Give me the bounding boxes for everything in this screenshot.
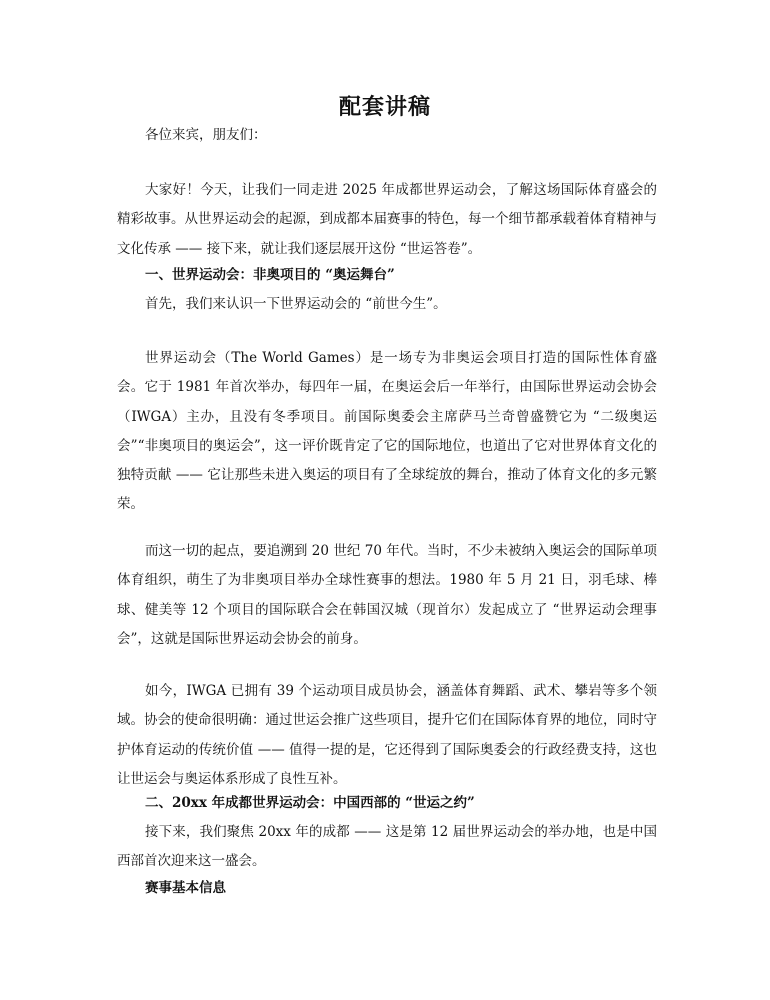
subheading-event-info: 赛事基本信息: [145, 880, 226, 896]
section1-paragraph-1: 世界运动会（The World Games）是一场专为非奥运会项目打造的国际性体育盛会。它于 1981 年首次举办，每四年一届，在奥运会后一年举行，由国际世界运动会协会（IWGA）主办，且没有冬季项目。前国际奥委会主席萨马兰奇曾盛赞它为 “二级奥运会”“非奥项目的奥运会”，这一评价既肯定了它的国际地位，也道出了它对世界体育文化的独特贡献 —— 它让那些未进入奥运的项目有了全球绽放的舞台，推动了体育文化的多元繁荣。: [117, 350, 657, 513]
section1-paragraph-3: 如今，IWGA 已拥有 39 个运动项目成员协会，涵盖体育舞蹈、武术、攀岩等多个领域。协会的使命很明确：通过世运会推广这些项目，提升它们在国际体育界的地位，同时守护体育运动的传统价值 —— 值得一提的是，它还得到了国际奥委会的行政经费支持，这也让世运会与奥运体系形成了良性互补。: [117, 683, 657, 787]
intro-paragraph: 大家好！今天，让我们一同走进 2025 年成都世界运动会，了解这场国际体育盛会的精彩故事。从世界运动会的起源，到成都本届赛事的特色，每一个细节都承载着体育精神与文化传承 —— 接下来，就让我们逐层展开这份 “世运答卷”。: [117, 182, 657, 257]
section-heading-2: 二、20xx 年成都世界运动会：中国西部的 “世运之约”: [145, 795, 475, 811]
section2-lead: 接下来，我们聚焦 20xx 年的成都 —— 这是第 12 届世界运动会的举办地，也是中国西部首次迎来这一盛会。: [117, 824, 657, 870]
section1-paragraph-2: 而这一切的起点，要追溯到 20 世纪 70 年代。当时，不少未被纳入奥运会的国际单项体育组织，萌生了为非奥项目举办全球性赛事的想法。1980 年 5 月 21 日，羽毛球、棒球、健美等 12 个项目的国际联合会在韩国汉城（现首尔）发起成立了 “世界运动会理事会”，这就是国际世界运动会协会的前身。: [117, 543, 657, 647]
section-heading-1: 一、世界运动会：非奥项目的 “奥运舞台”: [145, 267, 395, 283]
page-title: 配套讲稿: [338, 94, 431, 120]
greeting: 各位来宾，朋友们：: [145, 127, 267, 143]
section1-lead: 首先，我们来认识一下世界运动会的 “前世今生”。: [145, 296, 447, 312]
